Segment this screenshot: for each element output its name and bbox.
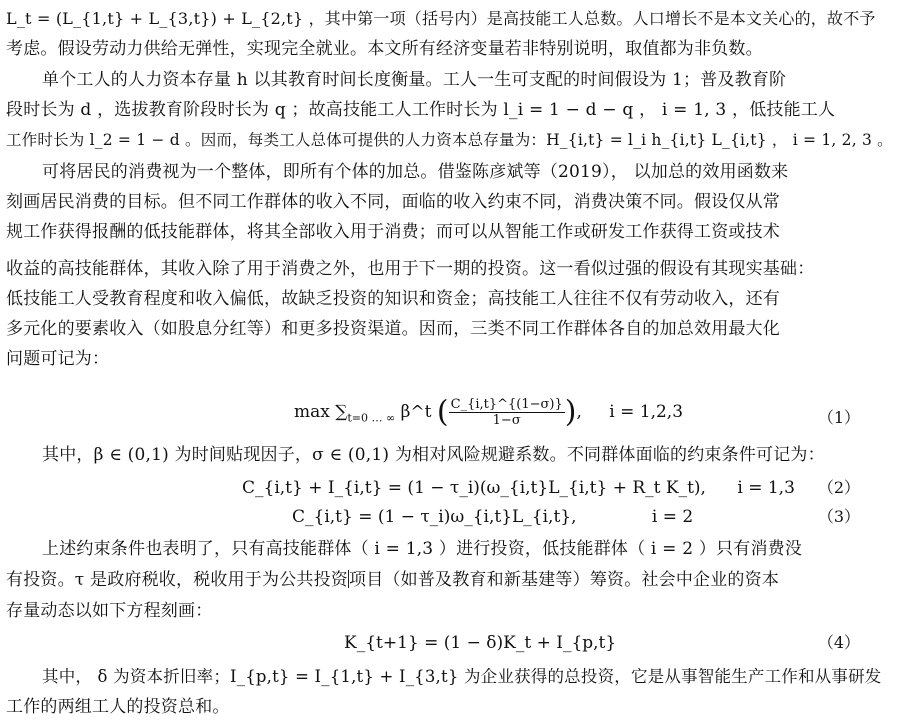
- equation-2-body: C_{i,t} + I_{i,t} = (1 − τ_i)(ω_{i,t}L_{i,t} + R_t K_t),: [242, 478, 706, 498]
- utility-fraction: $\frac{C\_\{i,t\}\^{}\{(1-\sigma)\}}{1-\sigma}$: [450, 397, 563, 428]
- equation-3: [292, 501, 693, 533]
- sum-limits: t=0 … ∞: [347, 411, 396, 425]
- equation-1: $\max \sum_{t=0 \dots \infty}$ β^t ( $\frac{C\_\{i,t\}\^{}\{(1-\sigma)\}}{1-\sigma}$ ), i = 1,2,3: [294, 394, 684, 430]
- equation-4: K_{t+1} = (1 − δ)K_t + I_{p,t}: [344, 633, 617, 653]
- text-line: 多元化的要素收入（如股息分红等）和更多投资渠道。因而，三类不同工作群体各自的加总效用最大化: [6, 319, 780, 339]
- sum-operator: ∑: [335, 402, 348, 422]
- text-line: 存量动态以如下方程刻画：: [6, 601, 213, 621]
- equation-4-number: （4）: [817, 633, 860, 652]
- text-line: 规工作获得报酬的低技能群体，将其全部收入用于消费；而可以从智能工作或研发工作获得工资或技术: [6, 222, 780, 242]
- equation-2-number: （2）: [817, 478, 860, 497]
- equation-3-body: C_{i,t} = (1 − τ_i)ω_{i,t}L_{i,t},: [292, 507, 577, 527]
- text-line: 刻画居民消费的目标。但不同工作群体的收入不同，面临的收入约束不同，消费决策不同。假设仅从常: [6, 192, 780, 212]
- equation-2: [242, 472, 795, 504]
- text-line: 工作时长为 l_2 = 1 − d 。因而，每类工人总体可提供的人力资本总存量为：H_{i,t} = l_i h_{i,t} L_{i,t} ， i = 1, 2, 3 。: [6, 131, 893, 149]
- equation-1-number: （1）: [817, 408, 860, 427]
- text-line: 其中，β ∈ (0,1) 为时间贴现因子，σ ∈ (0,1) 为相对风险规避系数。不同群体面临的约束条件可记为：: [42, 445, 825, 465]
- equation-3-number: （3）: [817, 507, 860, 526]
- text-line: 低技能工人受教育程度和收入偏低，故缺乏投资的知识和资金；高技能工人往往不仅有劳动收入，还有: [6, 289, 780, 309]
- discount-term: β^t: [400, 402, 432, 422]
- text-line: 考虑。假设劳动力供给无弹性，实现完全就业。本文所有经济变量若非特别说明，取值都为非负数。: [6, 39, 763, 59]
- max-operator: max: [294, 402, 330, 422]
- text-line: 工作的两组工人的投资总和。: [6, 697, 230, 717]
- text-line: 收益的高技能群体，其收入除了用于消费之外，也用于下一期的投资。这一看似过强的假设有其现实基础：: [6, 259, 815, 279]
- equation-1-condition: i = 1,2,3: [609, 402, 684, 422]
- text-line: 可将居民的消费视为一个整体，即所有个体的加总。借鉴陈彦斌等（2019）， 以加总的效用函数来: [42, 162, 789, 182]
- text-line: 上述约束条件也表明了，只有高技能群体（ i = 1,3 ）进行投资，低技能群体（ i = 2 ）只有消费没: [42, 539, 803, 559]
- text-line: 段时长为 d ，选拔教育阶段时长为 q ；故高技能工人工作时长为 l_i = 1 − d − q ， i = 1, 3 ，低技能工人: [6, 100, 836, 120]
- text-line: 问题可记为：: [6, 349, 110, 369]
- text-line: 其中， δ 为资本折旧率；I_{p,t} = I_{1,t} + I_{3,t} 为企业获得的总投资，它是从事智能生产工作和从事研发: [42, 667, 882, 686]
- equation-2-condition: i = 1,3: [737, 478, 795, 498]
- text-line: 单个工人的人力资本存量 h 以其教育时间长度衡量。工人一生可支配的时间假设为 1；普及教育阶: [42, 70, 787, 90]
- equation-3-condition: i = 2: [651, 507, 694, 527]
- text-line: 有投资。τ 是政府税收，税收用于为公共投资项目（如普及教育和新基建等）筹资。社会中企业的资本: [6, 570, 780, 590]
- text-line: L_t = (L_{1,t} + L_{3,t}) + L_{2,t} ，其中第一项（括号内）是高技能工人总数。人口增长不是本文关心的，故不予: [6, 9, 876, 28]
